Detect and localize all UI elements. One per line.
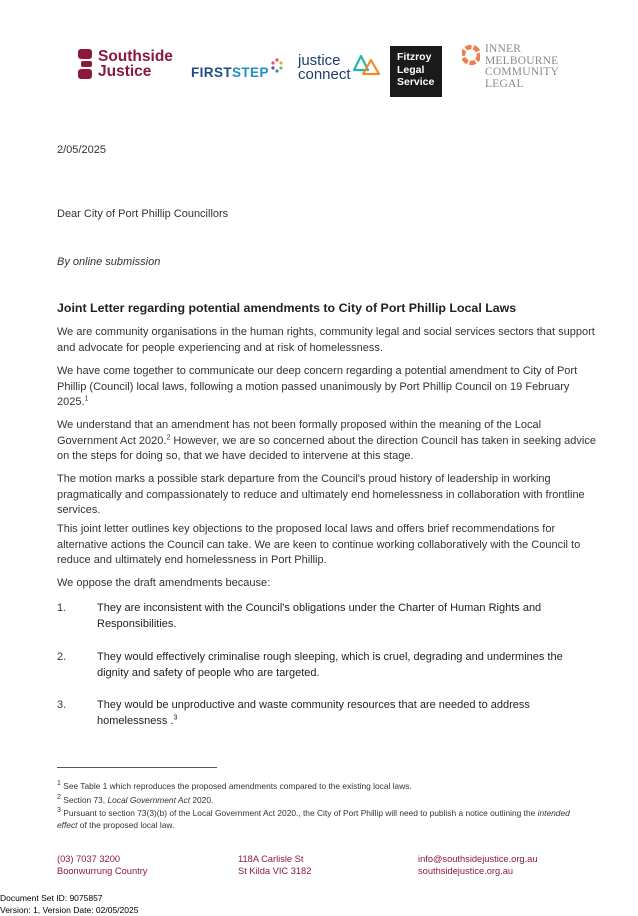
firststep-dots-icon xyxy=(271,58,283,80)
footer-web xyxy=(418,853,538,877)
list-number-1: 1. xyxy=(57,602,67,614)
fitzroy-legal-service-logo xyxy=(390,46,442,97)
southside-justice-mark-icon xyxy=(78,49,92,79)
paragraph-3-text-b: However, we are so concerned about the direction Council has taken in seeking advice on the steps for doing so, that we have decided to intervene at this stage. xyxy=(57,434,596,462)
southside-logo-line1: Southside xyxy=(98,48,173,65)
footer-contact xyxy=(57,853,147,877)
list-item-2: They would effectively criminalise rough sleeping, which is cruel, degrading and undermines the dignity and safety of people who are targeted. xyxy=(97,651,563,679)
list-item-3 xyxy=(97,698,597,729)
footnote-2-italic: Local Government Act xyxy=(107,795,191,805)
inner-melbourne-community-legal-logo xyxy=(462,44,559,90)
footnote-2-marker: 2 xyxy=(57,794,61,802)
footer-email-link[interactable]: info@southsidejustice.org.au xyxy=(418,854,538,864)
justice-connect-line1: justice xyxy=(298,52,341,69)
imcl-flower-icon xyxy=(462,45,480,65)
footnote-2-pre: Section 73, xyxy=(63,795,108,805)
paragraph-2 xyxy=(57,364,597,411)
list-number-3: 3. xyxy=(57,699,67,711)
paragraph-1: We are community organisations in the human rights, community legal and social services sectors that support and advocate for people experiencing and at risk of homelessness. xyxy=(57,326,595,354)
footer-country: Boonwurrung Country xyxy=(57,866,148,876)
paragraph-5: This joint letter outlines key objections to the proposed local laws and offers brief recommendations for alternative actions the Council can take. We are keen to continue working collaboratively with the Council to reduce and ultimately end homelessness in Port Phillip. xyxy=(57,523,581,566)
fitzroy-line1: Fitzroy xyxy=(397,51,432,63)
paragraph-6: We oppose the draft amendments because: xyxy=(57,577,271,589)
footnote-separator xyxy=(57,767,217,768)
footnote-ref-2: 2 xyxy=(166,433,171,441)
footnote-3-post: of the proposed local law. xyxy=(77,819,175,830)
footnote-1-text: See Table 1 which reproduces the proposed amendments compared to the existing local laws. xyxy=(63,781,412,791)
firststep-logo xyxy=(191,65,283,80)
document-set-id: Document Set ID: 9075857 xyxy=(0,893,103,903)
footnote-ref-1: 1 xyxy=(84,395,89,403)
footer-address-line1: 118A Carlisle St xyxy=(238,854,304,864)
footer-phone: (03) 7037 3200 xyxy=(57,854,121,864)
justice-connect-line2: connect xyxy=(298,66,351,83)
footer-website-link[interactable]: southsidejustice.org.au xyxy=(418,866,514,876)
justice-connect-logo xyxy=(298,54,381,82)
delivery-method: By online submission xyxy=(57,256,161,268)
letter-date: 2/05/2025 xyxy=(57,144,106,156)
firststep-first: FIRST xyxy=(191,65,232,80)
list-item-1: They are inconsistent with the Council's obligations under the Charter of Human Rights and Responsibilities. xyxy=(97,602,542,630)
footnote-3-italic: intended effect xyxy=(57,808,570,830)
justice-connect-triangles-icon xyxy=(353,54,381,78)
footer-address-line2: St Kilda VIC 3182 xyxy=(238,866,312,876)
imcl-line4: LEGAL xyxy=(485,77,524,90)
list-number-2: 2. xyxy=(57,651,67,663)
southside-logo-line2: Justice xyxy=(98,63,152,80)
imcl-line3: COMMUNITY xyxy=(485,66,559,78)
document-version: Version: 1, Version Date: 02/05/2025 xyxy=(0,905,139,915)
paragraph-3 xyxy=(57,418,597,465)
footnote-3-marker: 3 xyxy=(57,807,61,815)
footnote-2-post: 2020. xyxy=(190,795,214,805)
list-item-3-text: They would be unproductive and waste community resources that are needed to address homelessness . xyxy=(97,699,530,727)
paragraph-2-text: We have come together to communicate our deep concern regarding a potential amendment to City of Port Phillip (Council) local laws, following a motion passed unanimously by Port Phillip Council on 19 February 2025. xyxy=(57,365,578,408)
salutation: Dear City of Port Phillip Councillors xyxy=(57,208,229,220)
fitzroy-line3: Service xyxy=(397,76,435,88)
fitzroy-line2: Legal xyxy=(397,63,425,76)
letter-heading: Joint Letter regarding potential amendments to City of Port Phillip Local Laws xyxy=(57,301,517,315)
footnote-2 xyxy=(57,795,587,807)
imcl-line2: MELBOURNE xyxy=(485,54,559,67)
firststep-step: STEP xyxy=(232,65,269,80)
paragraph-4: The motion marks a possible stark departure from the Council's proud history of leadership in working pragmatically and compassionately to reduce and ultimately end homelessness in collaboration with frontline services. xyxy=(57,473,585,516)
footnote-1-marker: 1 xyxy=(57,780,61,788)
footer-address xyxy=(238,853,311,877)
paragraph-3-text-a: We understand that an amendment has not been formally proposed within the meaning of the Local Government Act 2020. xyxy=(57,419,542,447)
footnote-1 xyxy=(57,781,587,793)
footnote-3-pre: Pursuant to section 73(3)(b) of the Local Government Act 2020., the City of Port Phillip will need to publish a notice outlining the xyxy=(63,808,538,818)
imcl-line1: INNER xyxy=(485,43,522,55)
footnote-3 xyxy=(57,808,587,831)
southside-justice-logo xyxy=(78,49,173,79)
footnote-ref-3: 3 xyxy=(173,713,178,721)
